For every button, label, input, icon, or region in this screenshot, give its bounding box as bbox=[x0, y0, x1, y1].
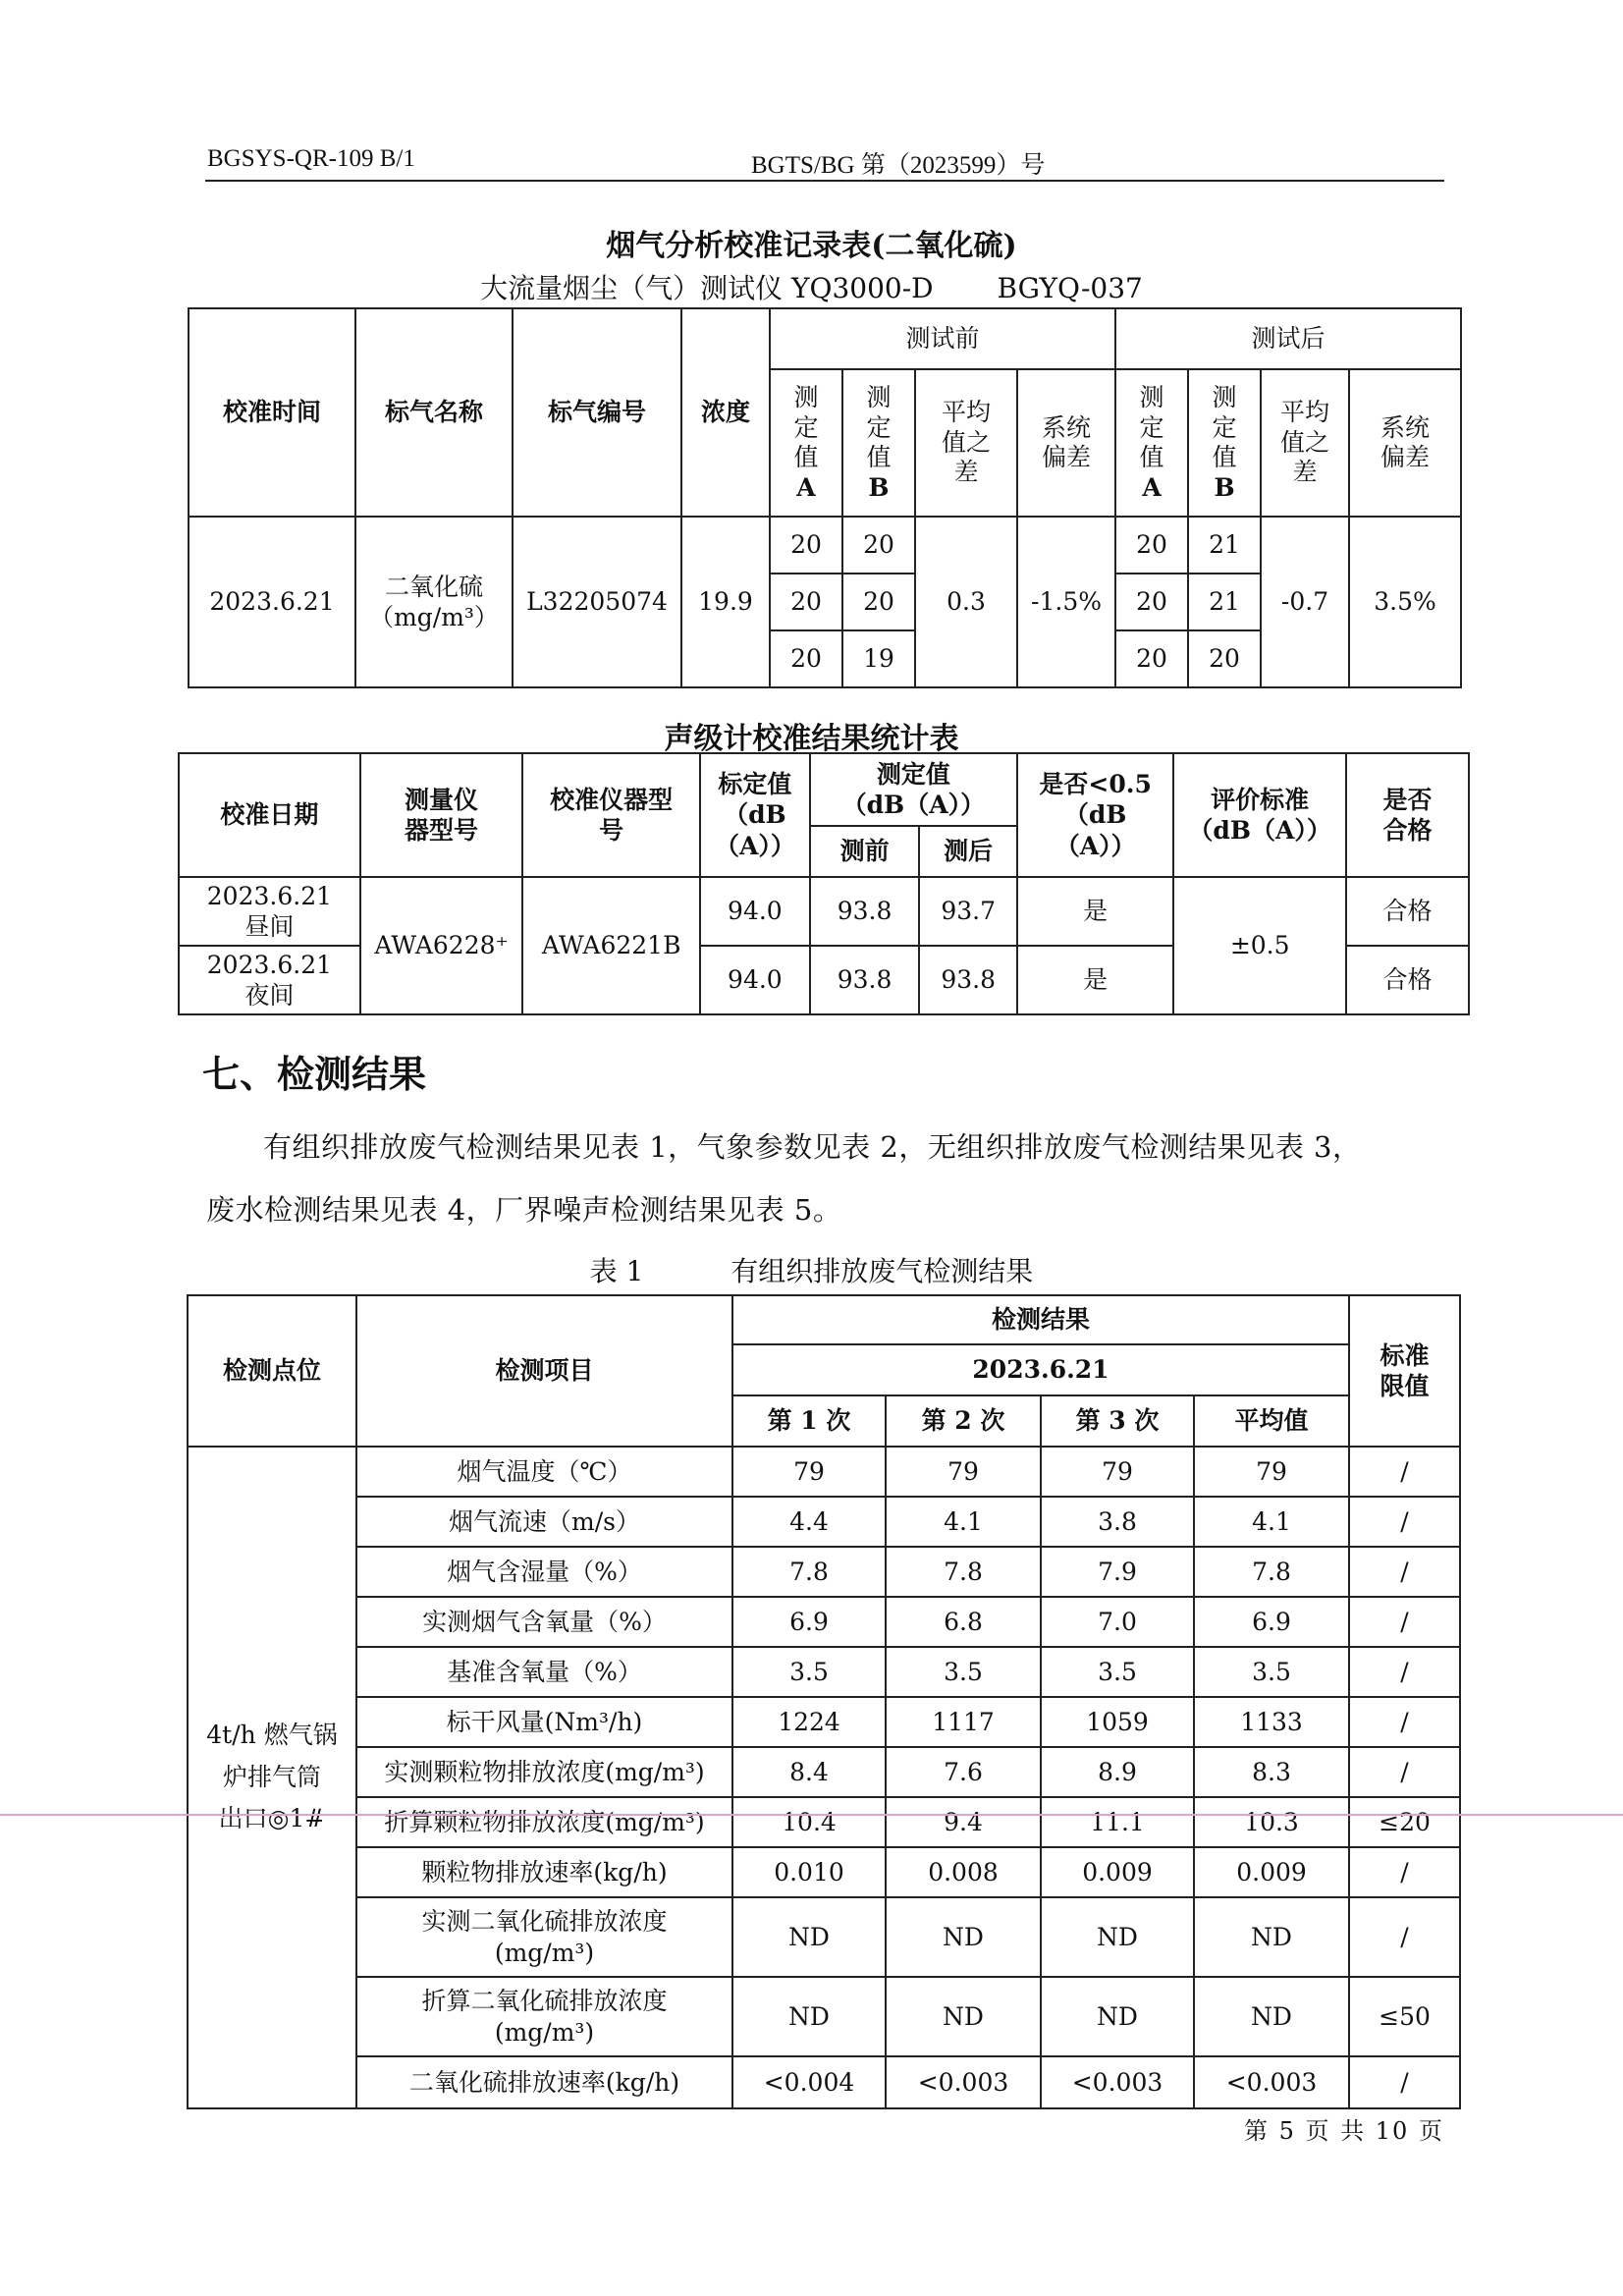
cell-pass: 合格 bbox=[1346, 877, 1469, 946]
table-row bbox=[188, 1747, 1460, 1797]
paragraph-line-1: 有组织排放废气检测结果见表 1，气象参数见表 2，无组织排放废气检测结果见表 3， bbox=[263, 1130, 1362, 1164]
cell-run-2: 3.5 bbox=[886, 1647, 1041, 1697]
cell-within: 是 bbox=[1017, 877, 1173, 946]
cell-date: 2023.6.21 夜间 bbox=[179, 946, 360, 1014]
cell-nominal: 94.0 bbox=[700, 946, 810, 1014]
cell-standard-limit: / bbox=[1349, 2056, 1460, 2108]
table-row bbox=[189, 517, 1461, 574]
cell-run-1: 79 bbox=[732, 1447, 886, 1497]
cell-run-2: 4.1 bbox=[886, 1497, 1041, 1547]
cell-test-item: 实测烟气含氧量（%） bbox=[356, 1597, 732, 1647]
cell-run-1: 0.010 bbox=[732, 1847, 886, 1897]
cell-after: 93.7 bbox=[919, 877, 1017, 946]
cell-average: 79 bbox=[1194, 1447, 1349, 1497]
cell-run-1: 4.4 bbox=[732, 1497, 886, 1547]
col-run-2: 第 2 次 bbox=[886, 1395, 1041, 1447]
cell-run-3: ND bbox=[1041, 1977, 1194, 2056]
col-gas-id: 标气编号 bbox=[513, 308, 681, 517]
cell-run-1: 1224 bbox=[732, 1697, 886, 1747]
cell-run-1: ND bbox=[732, 1897, 886, 1977]
cell-test-item: 基准含氧量（%） bbox=[356, 1647, 732, 1697]
cell-after-a: 20 bbox=[1115, 517, 1188, 574]
instrument-name: 大流量烟尘（气）测试仪 YQ3000-D bbox=[480, 272, 934, 304]
cell-run-3: 0.009 bbox=[1041, 1847, 1194, 1897]
cell-test-item: 折算二氧化硫排放浓度 (mg/m³) bbox=[356, 1977, 732, 2056]
col-before-a: 测 定 值 A bbox=[770, 369, 842, 517]
col-within-tolerance: 是否<0.5 （dB （A）） bbox=[1017, 753, 1173, 877]
col-sampling-point: 检测点位 bbox=[188, 1295, 356, 1447]
cell-time: 2023.6.21 bbox=[189, 517, 355, 687]
cell-test-item: 二氧化硫排放速率(kg/h) bbox=[356, 2056, 732, 2108]
cell-test-item: 颗粒物排放速率(kg/h) bbox=[356, 1847, 732, 1897]
table-row bbox=[188, 1847, 1460, 1897]
cell-run-1: <0.004 bbox=[732, 2056, 886, 2108]
col-after: 测后 bbox=[919, 826, 1017, 877]
table-row bbox=[188, 1977, 1460, 2056]
col-test-item: 检测项目 bbox=[356, 1295, 732, 1447]
emission-results-body bbox=[188, 1447, 1460, 2108]
col-test-results: 检测结果 bbox=[732, 1295, 1349, 1344]
col-before-avg-diff: 平均 值之 差 bbox=[915, 369, 1017, 517]
cell-standard-limit: / bbox=[1349, 1747, 1460, 1797]
table-row bbox=[188, 1647, 1460, 1697]
cell-standard-limit: ≤50 bbox=[1349, 1977, 1460, 2056]
cell-run-3: 7.9 bbox=[1041, 1547, 1194, 1597]
cell-before-avg: 0.3 bbox=[915, 517, 1017, 687]
cell-gas-id: L32205074 bbox=[513, 517, 681, 687]
cell-run-3: 7.0 bbox=[1041, 1597, 1194, 1647]
cell-test-item: 实测二氧化硫排放浓度 (mg/m³) bbox=[356, 1897, 732, 1977]
cell-average: 10.3 bbox=[1194, 1797, 1349, 1847]
col-nominal-value: 标定值 （dB （A）） bbox=[700, 753, 810, 877]
cell-meter-model: AWA6228⁺ bbox=[360, 877, 523, 1014]
table-row bbox=[188, 1597, 1460, 1647]
col-after-bias: 系统 偏差 bbox=[1349, 369, 1461, 517]
cell-pass: 合格 bbox=[1346, 946, 1469, 1014]
cell-run-3: 79 bbox=[1041, 1447, 1194, 1497]
cell-standard-limit: / bbox=[1349, 1647, 1460, 1697]
instrument-id: BGYQ-037 bbox=[997, 272, 1143, 304]
table1-caption bbox=[0, 1250, 1623, 1289]
cell-standard-limit: / bbox=[1349, 1847, 1460, 1897]
cell-before-b: 20 bbox=[842, 574, 915, 630]
cell-run-3: 1059 bbox=[1041, 1697, 1194, 1747]
cell-conc: 19.9 bbox=[681, 517, 770, 687]
cell-nominal: 94.0 bbox=[700, 877, 810, 946]
cell-after: 93.8 bbox=[919, 946, 1017, 1014]
table1-title: 有组织排放废气检测结果 bbox=[730, 1255, 1034, 1287]
gas-calibration-table bbox=[188, 307, 1462, 688]
col-meter-model: 测量仪 器型号 bbox=[360, 753, 523, 877]
col-calibrator-model: 校准仪器型 号 bbox=[522, 753, 700, 877]
table-row bbox=[188, 1497, 1460, 1547]
table1-number: 表 1 bbox=[589, 1255, 644, 1287]
sound-calibration-title: 声级计校准结果统计表 bbox=[664, 722, 959, 756]
gas-calibration-subtitle bbox=[0, 267, 1623, 306]
col-before: 测前 bbox=[810, 826, 920, 877]
cell-average: 6.9 bbox=[1194, 1597, 1349, 1647]
col-after-b: 测 定 值 B bbox=[1188, 369, 1261, 517]
cell-run-2: ND bbox=[886, 1897, 1041, 1977]
col-standard-limit: 标准 限值 bbox=[1349, 1295, 1460, 1447]
cell-test-item: 烟气流速（m/s） bbox=[356, 1497, 732, 1547]
cell-run-1: 3.5 bbox=[732, 1647, 886, 1697]
table-row bbox=[188, 1797, 1460, 1847]
cell-average: ND bbox=[1194, 1977, 1349, 2056]
paragraph-line-2: 废水检测结果见表 4，厂界噪声检测结果见表 5。 bbox=[206, 1193, 842, 1227]
col-concentration: 浓度 bbox=[681, 308, 770, 517]
cell-date: 2023.6.21 昼间 bbox=[179, 877, 360, 946]
col-calibration-time: 校准时间 bbox=[189, 308, 355, 517]
cell-test-item: 烟气温度（℃） bbox=[356, 1447, 732, 1497]
cell-average: 7.8 bbox=[1194, 1547, 1349, 1597]
gas-calibration-title: 烟气分析校准记录表(二氧化硫) bbox=[606, 229, 1017, 263]
cell-run-3: 11.1 bbox=[1041, 1797, 1194, 1847]
cell-calibrator-model: AWA6221B bbox=[522, 877, 700, 1014]
header-form-code: BGSYS-QR-109 B/1 bbox=[207, 145, 415, 172]
group-after-test: 测试后 bbox=[1115, 308, 1461, 369]
cell-average: 1133 bbox=[1194, 1697, 1349, 1747]
cell-run-2: 1117 bbox=[886, 1697, 1041, 1747]
col-after-a: 测 定 值 A bbox=[1115, 369, 1188, 517]
cell-average: 4.1 bbox=[1194, 1497, 1349, 1547]
cell-after-b: 21 bbox=[1188, 517, 1261, 574]
cell-standard: ±0.5 bbox=[1173, 877, 1346, 1014]
cell-standard-limit: / bbox=[1349, 1597, 1460, 1647]
cell-after-b: 21 bbox=[1188, 574, 1261, 630]
page-footer: 第 5 页 共 10 页 bbox=[1244, 2117, 1444, 2145]
cell-run-2: 9.4 bbox=[886, 1797, 1041, 1847]
cell-average: <0.003 bbox=[1194, 2056, 1349, 2108]
col-after-avg-diff: 平均 值之 差 bbox=[1261, 369, 1349, 517]
scan-artifact-line bbox=[0, 1814, 1623, 1816]
section-heading: 七、检测结果 bbox=[202, 1052, 427, 1096]
col-measured-value: 测定值 （dB（A）） bbox=[810, 753, 1017, 826]
cell-before-a: 20 bbox=[770, 517, 842, 574]
cell-within: 是 bbox=[1017, 946, 1173, 1014]
cell-after-b: 20 bbox=[1188, 630, 1261, 687]
cell-run-1: ND bbox=[732, 1977, 886, 2056]
cell-run-3: ND bbox=[1041, 1897, 1194, 1977]
col-evaluation-standard: 评价标准 （dB（A）） bbox=[1173, 753, 1346, 877]
cell-run-1: 6.9 bbox=[732, 1597, 886, 1647]
col-before-bias: 系统 偏差 bbox=[1017, 369, 1115, 517]
cell-test-item: 标干风量(Nm³/h) bbox=[356, 1697, 732, 1747]
col-pass: 是否 合格 bbox=[1346, 753, 1469, 877]
cell-average: 8.3 bbox=[1194, 1747, 1349, 1797]
cell-run-2: 79 bbox=[886, 1447, 1041, 1497]
col-run-1: 第 1 次 bbox=[732, 1395, 886, 1447]
cell-standard-limit: / bbox=[1349, 1447, 1460, 1497]
sound-calibration-table bbox=[178, 752, 1470, 1015]
cell-test-item: 烟气含湿量（%） bbox=[356, 1547, 732, 1597]
col-calibration-date: 校准日期 bbox=[179, 753, 360, 877]
cell-run-2: 6.8 bbox=[886, 1597, 1041, 1647]
cell-run-2: <0.003 bbox=[886, 2056, 1041, 2108]
cell-average: ND bbox=[1194, 1897, 1349, 1977]
col-gas-name: 标气名称 bbox=[355, 308, 513, 517]
cell-before-b: 19 bbox=[842, 630, 915, 687]
cell-after-bias: 3.5% bbox=[1349, 517, 1461, 687]
header-report-number: BGTS/BG 第（2023599）号 bbox=[751, 152, 1046, 179]
table-row bbox=[188, 1447, 1460, 1497]
cell-standard-limit: / bbox=[1349, 1497, 1460, 1547]
cell-before: 93.8 bbox=[810, 946, 920, 1014]
cell-after-avg: -0.7 bbox=[1261, 517, 1349, 687]
cell-run-2: 7.8 bbox=[886, 1547, 1041, 1597]
cell-average: 3.5 bbox=[1194, 1647, 1349, 1697]
cell-run-3: 3.5 bbox=[1041, 1647, 1194, 1697]
cell-after-a: 20 bbox=[1115, 630, 1188, 687]
col-before-b: 测 定 值 B bbox=[842, 369, 915, 517]
header-rule bbox=[205, 180, 1444, 182]
cell-before-a: 20 bbox=[770, 630, 842, 687]
table-row bbox=[188, 1547, 1460, 1597]
cell-before-a: 20 bbox=[770, 574, 842, 630]
cell-test-item: 折算颗粒物排放浓度(mg/m³) bbox=[356, 1797, 732, 1847]
table-row bbox=[188, 2056, 1460, 2108]
cell-run-1: 8.4 bbox=[732, 1747, 886, 1797]
cell-run-3: <0.003 bbox=[1041, 2056, 1194, 2108]
cell-sampling-point: 4t/h 燃气锅 炉排气筒 出口◎1# bbox=[188, 1447, 356, 2108]
emission-results-table bbox=[187, 1294, 1461, 2109]
table-row bbox=[188, 1897, 1460, 1977]
cell-standard-limit: / bbox=[1349, 1547, 1460, 1597]
col-average: 平均值 bbox=[1194, 1395, 1349, 1447]
cell-gas-name: 二氧化硫 （mg/m³） bbox=[355, 517, 513, 687]
cell-before-b: 20 bbox=[842, 517, 915, 574]
cell-run-3: 3.8 bbox=[1041, 1497, 1194, 1547]
group-before-test: 测试前 bbox=[770, 308, 1115, 369]
table-row bbox=[188, 1697, 1460, 1747]
cell-run-2: 7.6 bbox=[886, 1747, 1041, 1797]
cell-run-2: ND bbox=[886, 1977, 1041, 2056]
cell-standard-limit: / bbox=[1349, 1697, 1460, 1747]
col-run-3: 第 3 次 bbox=[1041, 1395, 1194, 1447]
col-test-date: 2023.6.21 bbox=[732, 1344, 1349, 1395]
cell-run-3: 8.9 bbox=[1041, 1747, 1194, 1797]
cell-average: 0.009 bbox=[1194, 1847, 1349, 1897]
cell-standard-limit: ≤20 bbox=[1349, 1797, 1460, 1847]
cell-before-bias: -1.5% bbox=[1017, 517, 1115, 687]
cell-run-2: 0.008 bbox=[886, 1847, 1041, 1897]
cell-test-item: 实测颗粒物排放浓度(mg/m³) bbox=[356, 1747, 732, 1797]
cell-run-1: 10.4 bbox=[732, 1797, 886, 1847]
cell-run-1: 7.8 bbox=[732, 1547, 886, 1597]
cell-standard-limit: / bbox=[1349, 1897, 1460, 1977]
table-row bbox=[179, 877, 1469, 946]
cell-before: 93.8 bbox=[810, 877, 920, 946]
cell-after-a: 20 bbox=[1115, 574, 1188, 630]
